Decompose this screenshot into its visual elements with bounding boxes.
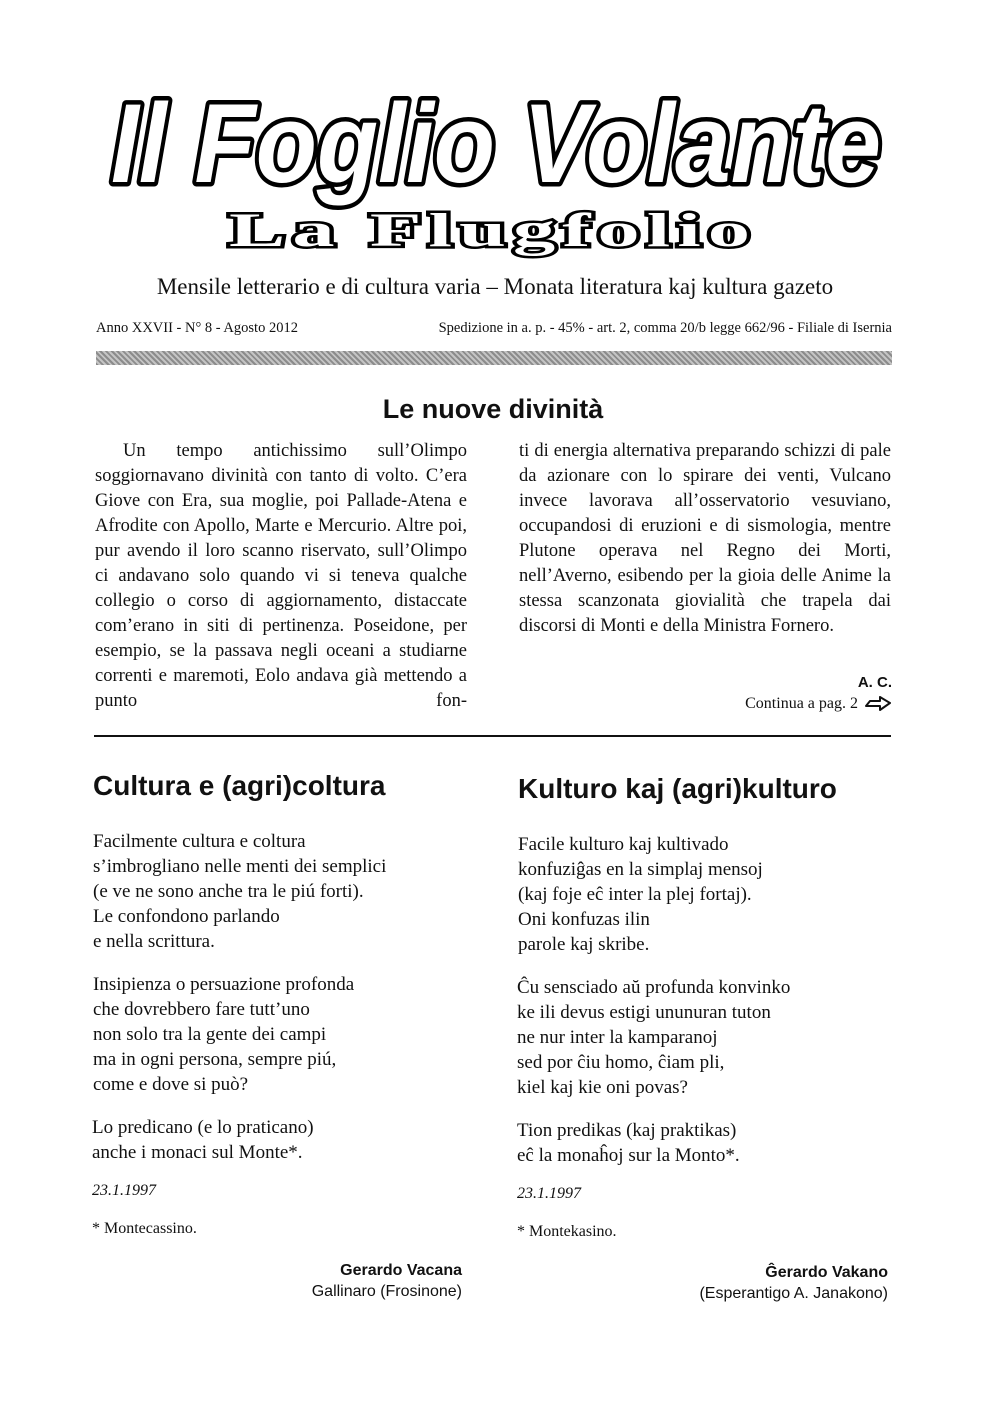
poem-line: Le confondono parlando [93,906,280,927]
poem-line: ne nur inter la kamparanoj [517,1027,718,1048]
poem-line: Lo predicano (e lo praticano) [92,1117,314,1138]
poem-line: ma in ogni persona, sempre piú, [93,1049,337,1070]
section-divider [94,735,891,737]
poem-eo-stanza-2 [517,975,790,1100]
poem-it-footnote: * Montecassino. [92,1220,197,1237]
poem-line: Facile kulturo kaj kultivado [518,834,729,855]
article-signature: A. C. [857,674,892,691]
poem-title-eo: Kulturo kaj (agri)kulturo [518,773,837,804]
poem-line: (kaj foje eĉ inter la plej fortaj). [518,884,752,905]
article-text-right: ti di energia alternativa preparando schizzi di pale da azionare con lo spirare dei venti, Vulcano invece lavorava all’osservatorio vesuviano, occupandosi di eruzioni e di sismologia, mentre Plutone operava nel Regno dei Morti, nell’Averno, esibendo per la gioia delle Anime la stessa scanzonata giovialità che trapela dai discorsi di Monti e della Ministra Fornero. [519,441,891,636]
masthead-title: Il Foglio Volante [111,82,881,206]
poem-line: eĉ la monaĥoj sur la Monto*. [517,1145,740,1166]
poem-eo-author [699,1262,888,1304]
poem-line: Oni konfuzas ilin [518,909,650,930]
article-column-right [519,439,891,639]
poem-line: kiel kaj kie oni povas? [517,1077,688,1098]
poem-title-it: Cultura e (agri)coltura [93,770,386,801]
article-column-left [95,439,467,714]
arrow-right-icon [864,696,892,712]
poem-line: che dovrebbero fare tutt’uno [93,999,310,1020]
poem-eo-stanza-3 [517,1118,740,1168]
continue-label: Continua a pag. 2 [745,695,858,712]
author-name: Gerardo Vacana [340,1262,462,1279]
poem-eo-footnote: * Montekasino. [517,1223,617,1240]
shipping-info: Spedizione in a. p. - 45% - art. 2, comma 20/b legge 662/96 - Filiale di Isernia [438,320,892,336]
poem-line: Facilmente cultura e coltura [93,831,306,852]
issue-number: Anno XXVII - N° 8 - Agosto 2012 [96,320,298,336]
poem-line: Tion predikas (kaj praktikas) [517,1120,737,1141]
poem-it-stanza-3 [92,1115,314,1165]
author-place: Gallinaro (Frosinone) [311,1283,462,1300]
poem-line: Insipienza o persuazione profonda [93,974,355,995]
poem-line: s’imbrogliano nelle menti dei semplici [93,856,387,877]
poem-line: (e ve ne sono anche tra le piú forti). [93,881,364,902]
masthead-logo [0,82,996,272]
poem-line: anche i monaci sul Monte*. [92,1142,303,1163]
masthead-subtitle-logo: La Flugfolio [229,204,757,257]
article-title: Le nuove divinità [382,394,604,424]
author-place: (Esperantigo A. Janakono) [699,1285,888,1302]
poem-it-stanza-1 [93,829,386,954]
poem-line: sed por ĉiu homo, ĉiam pli, [517,1052,725,1073]
poem-eo-stanza-1 [518,832,763,957]
poem-line: e nella scrittura. [93,931,215,952]
masthead [0,82,996,272]
header-band [96,351,892,365]
poem-eo-date: 23.1.1997 [517,1185,581,1202]
article-text-left: Un tempo antichissimo sull’Olimpo soggiornavano divinità con tanto di volto. C’era Giove con Era, sua moglie, poi Pallade-Atena e Afrodite con Apollo, Marte e Mercurio. Altre poi, pur avendo il loro scanno riservato, sull’Olimpo ci andavano solo quando vi si teneva qualche collegio o corso di aggiornamento, distaccate com’erano in siti di pertinenza. Poseidone, per esempio, se la passava negli oceani a studiarne correnti e maremoti, Eolo andava già mettendo a punto fon- [95,441,467,711]
issue-line [96,320,892,337]
poem-it-author [312,1260,462,1302]
tagline: Mensile letterario e di cultura varia – Monata literatura kaj kultura gazeto [156,274,834,299]
poem-line: konfuziĝas en la simplaj mensoj [518,859,763,880]
poem-line: ke ili devus estigi ununuran tuton [517,1002,771,1023]
poem-line: Ĉu sensciado aŭ profunda konvinko [517,977,791,998]
poem-line: parole kaj skribe. [518,934,650,955]
poem-it-date: 23.1.1997 [92,1182,156,1199]
continue-link[interactable] [745,695,892,713]
poem-it-stanza-2 [93,972,354,1097]
poem-line: non solo tra la gente dei campi [93,1024,327,1045]
author-name: Ĝerardo Vakano [765,1264,888,1281]
poem-line: come e dove si può? [93,1074,249,1095]
